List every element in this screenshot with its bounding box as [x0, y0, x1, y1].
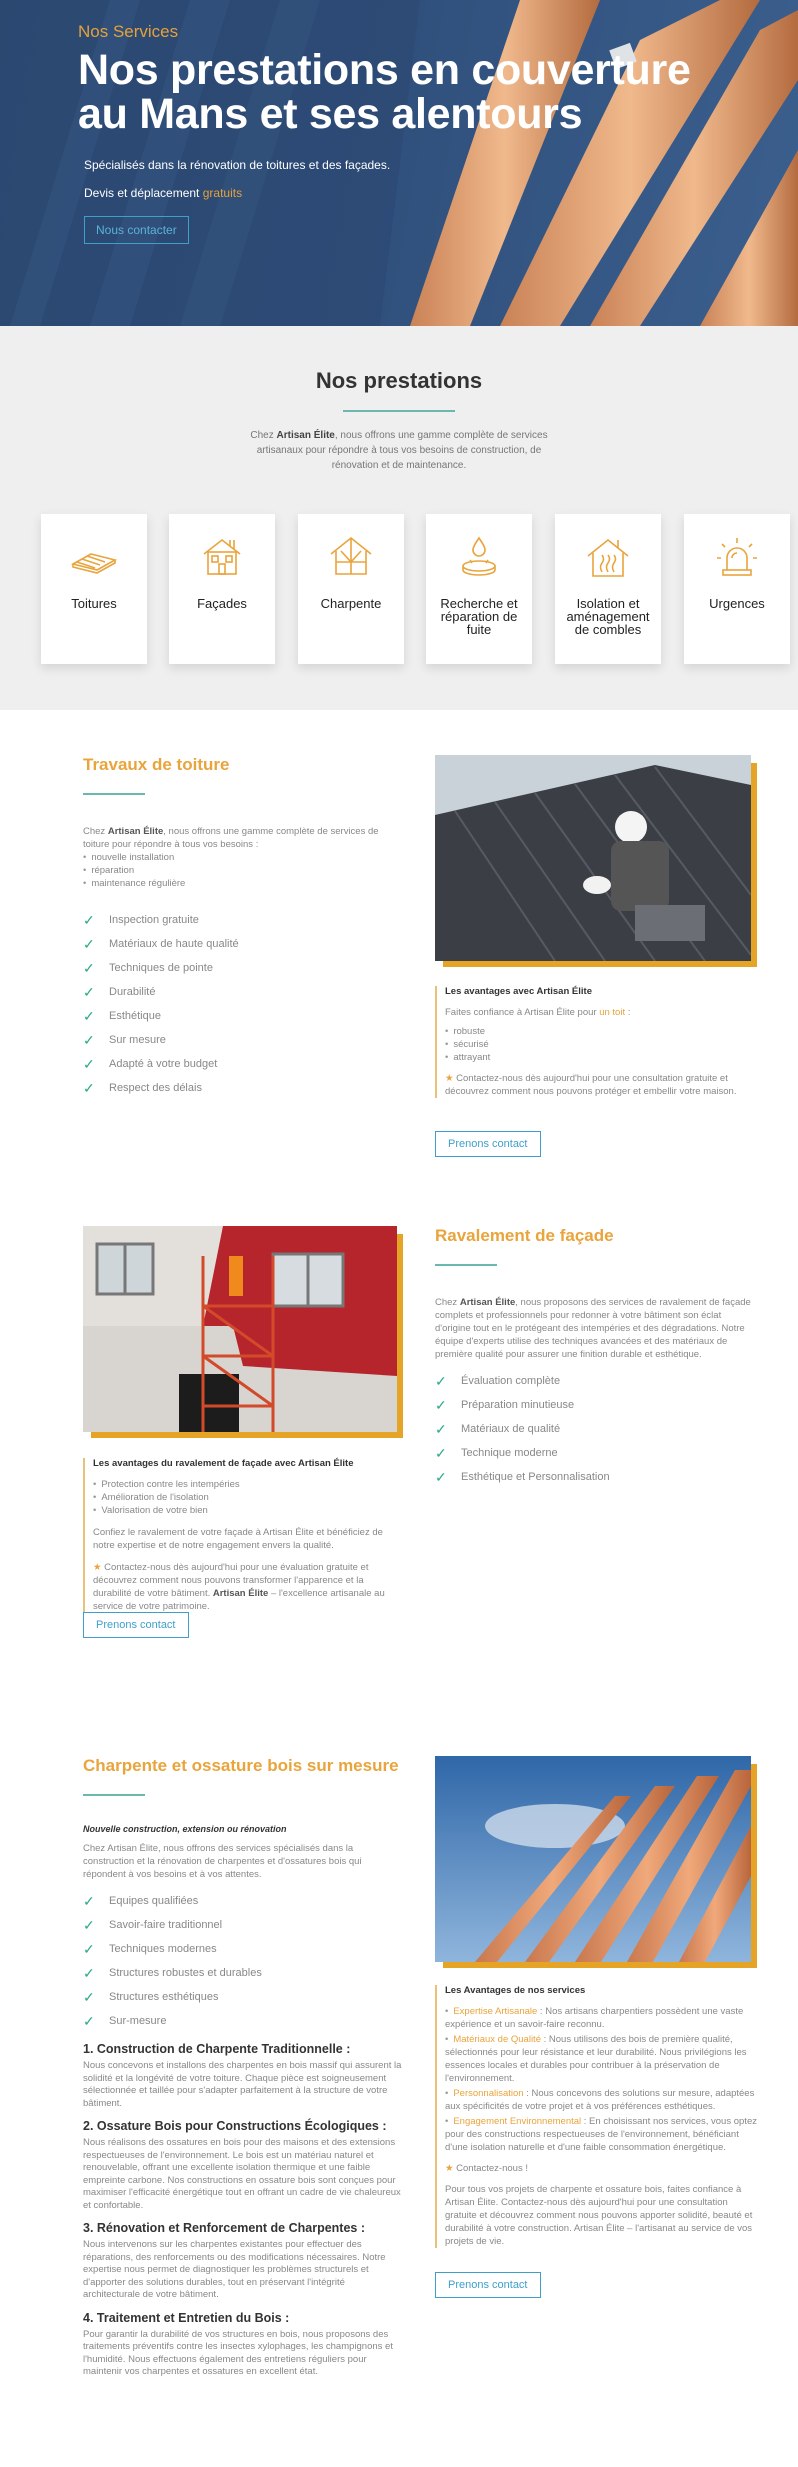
charpente-section: [0, 1712, 798, 2467]
intro-text: , nous offrons une gamme complète de services artisanaux pour répondre à tous vos besoins de construction, de rénovation et de maintenance.: [256, 430, 548, 471]
check-icon: ✓: [83, 1964, 95, 1981]
section-title: Nos prestations: [315, 368, 483, 393]
service-heading: 3. Rénovation et Renforcement de Charpentes :: [83, 2221, 366, 2235]
advantages-list: [445, 2005, 757, 2154]
list-item: • réparation: [83, 864, 403, 877]
advantages-contact: [445, 2162, 757, 2175]
check-item: [83, 932, 403, 956]
house-heat-icon: [584, 534, 632, 582]
advantages-intro-text: Faites confiance à Artisan Élite pour: [445, 1007, 600, 1018]
intro-text: Chez: [83, 826, 108, 837]
section-title: Travaux de toiture: [83, 755, 230, 774]
check-icon: ✓: [83, 911, 95, 928]
list-item: • attrayant: [445, 1051, 757, 1064]
service-card-toitures[interactable]: [41, 514, 147, 664]
advantages-intro: [445, 1006, 757, 1019]
advantage-key: Matériaux de Qualité: [453, 2034, 541, 2045]
service-card-label: Façades: [197, 596, 247, 611]
advantages-text: Pour tous vos projets de charpente et ossature bois, faites confiance à Artisan Élite. Contactez-nous dès aujourd'hui pour une consultation gratuite et découvrez comment nous pouvons apporter solidité, beauté et durabilité à votre construction. Artisan Élite – l'artisanat au service de vos projets de vie.: [445, 2184, 753, 2247]
check-icon: ✓: [83, 1079, 95, 1096]
hero-subtitle-2-accent: gratuits: [202, 186, 243, 200]
charpente-checklist: [83, 1889, 403, 2033]
check-icon: ✓: [83, 2012, 95, 2029]
check-item: [83, 1889, 403, 1913]
check-item: [83, 1937, 403, 1961]
toiture-bullets: [83, 851, 403, 890]
advantage-key: Expertise Artisanale: [453, 2006, 538, 2017]
roof-tiles-icon: [69, 534, 119, 578]
service-card-isolation[interactable]: [555, 514, 661, 664]
charpente-photo: [435, 1756, 757, 1968]
check-label: Structures esthétiques: [109, 1991, 219, 2003]
advantage-key: Personnalisation: [453, 2088, 524, 2099]
check-label: Adapté à votre budget: [109, 1058, 218, 1070]
title-underline: [435, 1264, 497, 1266]
brand-name: Artisan Élite: [212, 1588, 269, 1599]
toiture-checklist: [83, 908, 403, 1100]
contact-button[interactable]: Prenons contact: [83, 1612, 189, 1638]
check-item: [83, 956, 403, 980]
brand-name: Artisan Élite: [459, 1297, 516, 1308]
check-label: Respect des délais: [109, 1082, 202, 1094]
toiture-section: [0, 710, 798, 1186]
check-label: Inspection gratuite: [109, 914, 199, 926]
service-card-label: Urgences: [709, 596, 765, 611]
star-icon: ★: [445, 2163, 457, 2174]
list-item: • maintenance régulière: [83, 877, 403, 890]
check-label: Sur mesure: [109, 1034, 166, 1046]
advantage-text: : Nos artisans charpentiers possèdent une vaste expérience et un savoir-faire reconnu.: [445, 2006, 744, 2030]
service-card-fuite[interactable]: [426, 514, 532, 664]
list-item: • Amélioration de l'isolation: [93, 1491, 403, 1504]
service-heading: 1. Construction de Charpente Traditionnelle :: [83, 2042, 351, 2056]
advantage-key: Engagement Environnemental: [453, 2116, 582, 2127]
service-card-label: Recherche et réparation de fuite: [440, 596, 518, 637]
advantages-contact-text: Contactez-nous dès aujourd'hui pour une évaluation gratuite et découvrez comment nous pouvons transformer l'apparence et la durabilité de votre bâtiment.: [93, 1562, 369, 1599]
list-item: • Valorisation de votre bien: [93, 1504, 403, 1517]
check-item: [83, 1076, 403, 1100]
facade-intro: [435, 1296, 755, 1361]
check-icon: ✓: [83, 959, 95, 976]
advantage-text: : Nous concevons des solutions sur mesure, adaptées aux spécificités de votre projet et à vos préférences esthétiques.: [445, 2088, 755, 2112]
service-card-label: Charpente: [320, 596, 382, 611]
service-card-label: Isolation et aménagement de combles: [566, 596, 650, 637]
check-label: Techniques modernes: [109, 1943, 217, 1955]
charpente-kicker: Nouvelle construction, extension ou rénovation: [83, 1824, 287, 1834]
check-label: Savoir-faire traditionnel: [109, 1919, 223, 1931]
service-card-urgences[interactable]: [684, 514, 790, 664]
intro-text: , nous offrons une gamme complète de services de toiture pour répondre à tous vos besoins :: [83, 826, 379, 850]
service-card-charpente[interactable]: [298, 514, 404, 664]
list-item: [445, 2087, 757, 2113]
facade-checklist: [435, 1369, 755, 1489]
contact-button[interactable]: Prenons contact: [435, 1131, 541, 1157]
advantages-contact-text: Contactez-nous !: [456, 2163, 528, 2174]
facade-section: [0, 1186, 798, 1712]
check-item: [83, 1004, 403, 1028]
advantages-bullets: [93, 1478, 403, 1517]
water-leak-icon: [456, 534, 502, 578]
list-item: [445, 2005, 757, 2031]
check-item: [435, 1441, 755, 1465]
check-icon: ✓: [83, 935, 95, 952]
roofer-image: [435, 755, 751, 961]
check-icon: ✓: [435, 1420, 447, 1437]
check-icon: ✓: [435, 1444, 447, 1461]
check-item: [435, 1417, 755, 1441]
check-item: [83, 1028, 403, 1052]
service-text: Nous intervenons sur les charpentes existantes pour effectuer des réparations, des renforcements ou des modifications nécessaires. Notre expertise nous permet de diagnostiquer les problèmes structurels et d'apporter des solutions durables, tout en préservant l'intégrité architecturale de votre bâtiment.: [83, 2239, 386, 2300]
check-label: Esthétique: [109, 1010, 161, 1022]
check-icon: ✓: [83, 1007, 95, 1024]
check-label: Préparation minutieuse: [461, 1399, 575, 1411]
check-item: [83, 980, 403, 1004]
alarm-light-icon: [714, 534, 760, 580]
check-icon: ✓: [83, 1940, 95, 1957]
check-item: [83, 1985, 403, 2009]
service-text: Nous concevons et installons des charpentes en bois massif qui assurent la solidité et la longévité de votre toiture. Chaque pièce est soigneusement sélectionnée et taillée pour s'adapter parfaitement à la structure de votre bâtiment.: [83, 2060, 402, 2109]
check-item: [83, 1052, 403, 1076]
advantages-title: Les avantages avec Artisan Élite: [445, 986, 592, 997]
check-item: [83, 2009, 403, 2033]
service-heading: 4. Traitement et Entretien du Bois :: [83, 2310, 290, 2325]
intro-text: , nous proposons des services de ravalement de façade complets et professionnels pour redonner à votre bâtiment son éclat d'origine tout en le protégeant des intempéries et des dégradations. Notre équipe d'experts utilise des techniques avancées et des matériaux de première qualité pour assurer une finition durable et esthétique.: [435, 1297, 751, 1360]
intro-text: Chez: [250, 430, 277, 441]
list-item: • sécurisé: [445, 1038, 757, 1051]
check-label: Equipes qualifiées: [109, 1895, 199, 1907]
advantages-text: Confiez le ravalement de votre façade à Artisan Élite et bénéficiez de notre expertise et de notre engagement envers la qualité.: [93, 1527, 383, 1551]
building-facade-icon: [200, 534, 244, 578]
house-frame-icon: [328, 534, 374, 578]
charpente-advantages: [435, 1985, 757, 2248]
check-label: Sur-mesure: [109, 2015, 167, 2027]
check-icon: ✓: [435, 1372, 447, 1389]
list-item: • robuste: [445, 1025, 757, 1038]
check-label: Durabilité: [109, 986, 156, 998]
advantage-text: : Nous utilisons des bois de première qualité, sélectionnés pour leur résistance et leur durabilité. Nous privilégions les essences locales et durables pour contribuer à la préservation de l'environnement.: [445, 2034, 747, 2084]
check-label: Évaluation complète: [461, 1375, 561, 1387]
check-item: [435, 1465, 755, 1489]
check-icon: ✓: [83, 1988, 95, 2005]
brand-name: Artisan Élite: [107, 826, 164, 837]
charpente-intro: Chez Artisan Élite, nous offrons des services spécialisés dans la construction et la rénovation de charpentes et d'ossatures bois qui répondent à vos besoins et à vos attentes.: [83, 1843, 362, 1880]
check-icon: ✓: [83, 1055, 95, 1072]
check-label: Esthétique et Personnalisation: [461, 1471, 610, 1483]
hero-subtitle-2-text: Devis et déplacement: [84, 186, 203, 200]
check-icon: ✓: [83, 1031, 95, 1048]
check-item: [83, 1961, 403, 1985]
check-icon: ✓: [83, 1916, 95, 1933]
advantages-title: Les Avantages de nos services: [445, 1985, 586, 1996]
check-item: [83, 908, 403, 932]
title-underline: [343, 410, 455, 412]
advantage-text: : En choisissant nos services, vous optez pour des constructions respectueuses de l'environnement, bénéficiant d'une isolation naturelle et d'une faible consommation énergétique.: [445, 2116, 757, 2153]
facade-advantages: [83, 1458, 403, 1613]
service-heading: 2. Ossature Bois pour Constructions Écologiques :: [83, 2119, 387, 2133]
advantages-intro-accent: un toit: [599, 1007, 626, 1018]
toiture-advantages: [435, 986, 757, 1098]
advantages-contact: [93, 1561, 403, 1613]
contact-button[interactable]: Nous contacter: [84, 216, 189, 244]
check-item: [435, 1393, 755, 1417]
facade-image: [83, 1226, 397, 1432]
service-card-label: Toitures: [71, 596, 117, 611]
facade-photo: [83, 1226, 403, 1438]
star-icon: ★: [93, 1562, 105, 1573]
prestations-section: [0, 326, 798, 710]
section-title: Charpente et ossature bois sur mesure: [83, 1756, 399, 1775]
check-label: Techniques de pointe: [109, 962, 213, 974]
contact-button[interactable]: Prenons contact: [435, 2272, 541, 2298]
hero-subtitle: Spécialisés dans la rénovation de toitures et des façades.: [84, 158, 391, 172]
check-label: Matériaux de haute qualité: [109, 938, 239, 950]
check-item: [435, 1369, 755, 1393]
star-icon: ★: [445, 1073, 457, 1084]
list-item: [445, 2115, 757, 2154]
advantages-contact: [445, 1072, 757, 1098]
check-icon: ✓: [83, 1892, 95, 1909]
service-text: Pour garantir la durabilité de vos structures en bois, nous proposons des traitements préventifs contre les insectes xylophages, les champignons et l'humidité. Nous effectuons également des entretiens réguliers pour maintenir vos charpentes et ossatures en excellent état.: [83, 2328, 393, 2377]
advantages-contact-text: – l'excellence artisanale au service de votre patrimoine.: [93, 1588, 385, 1612]
intro-text: Chez: [435, 1297, 460, 1308]
check-icon: ✓: [83, 983, 95, 1000]
list-item: • Protection contre les intempéries: [93, 1478, 403, 1491]
brand-name: Artisan Élite: [276, 430, 335, 441]
charpente-image: [435, 1756, 751, 1962]
charpente-services: [83, 2042, 403, 2379]
check-label: Technique moderne: [461, 1447, 558, 1459]
advantages-title: Les avantages du ravalement de façade avec Artisan Élite: [93, 1458, 354, 1469]
advantages-intro-text: :: [625, 1007, 631, 1018]
page-title: Nos prestations en couverture au Mans et ses alentours: [78, 46, 691, 138]
service-card-facades[interactable]: [169, 514, 275, 664]
hero-subtitle-2: [78, 186, 698, 200]
title-underline: [83, 793, 145, 795]
hero-banner: [0, 0, 798, 326]
prestations-intro: [234, 428, 564, 473]
check-item: [83, 1913, 403, 1937]
toiture-intro: [83, 825, 403, 851]
section-title: Ravalement de façade: [435, 1226, 614, 1245]
check-icon: ✓: [435, 1396, 447, 1413]
service-text: Nous réalisons des ossatures en bois pour des maisons et des extensions respectueuses de l'environnement. Le bois est un matériau naturel et renouvelable, offrant une excellente isolation thermique et une faible empreinte carbone. Nos constructions en ossature bois sont conçues pour maximiser l'efficacité énergétique tout en offrant un cadre de vie chaleureux et confortable.: [83, 2137, 401, 2211]
check-icon: ✓: [435, 1468, 447, 1485]
roofer-photo: [435, 755, 757, 967]
title-underline: [83, 1794, 145, 1796]
check-label: Matériaux de qualité: [461, 1423, 561, 1435]
advantages-contact-text: Contactez-nous dès aujourd'hui pour une consultation gratuite et découvrez comment nous pouvons protéger et embellir votre maison.: [445, 1073, 737, 1097]
check-label: Structures robustes et durables: [109, 1967, 262, 1979]
hero-kicker: Nos Services: [78, 22, 179, 41]
list-item: • nouvelle installation: [83, 851, 403, 864]
list-item: [445, 2033, 757, 2085]
advantages-bullets: [445, 1025, 757, 1064]
service-cards: [41, 514, 798, 664]
